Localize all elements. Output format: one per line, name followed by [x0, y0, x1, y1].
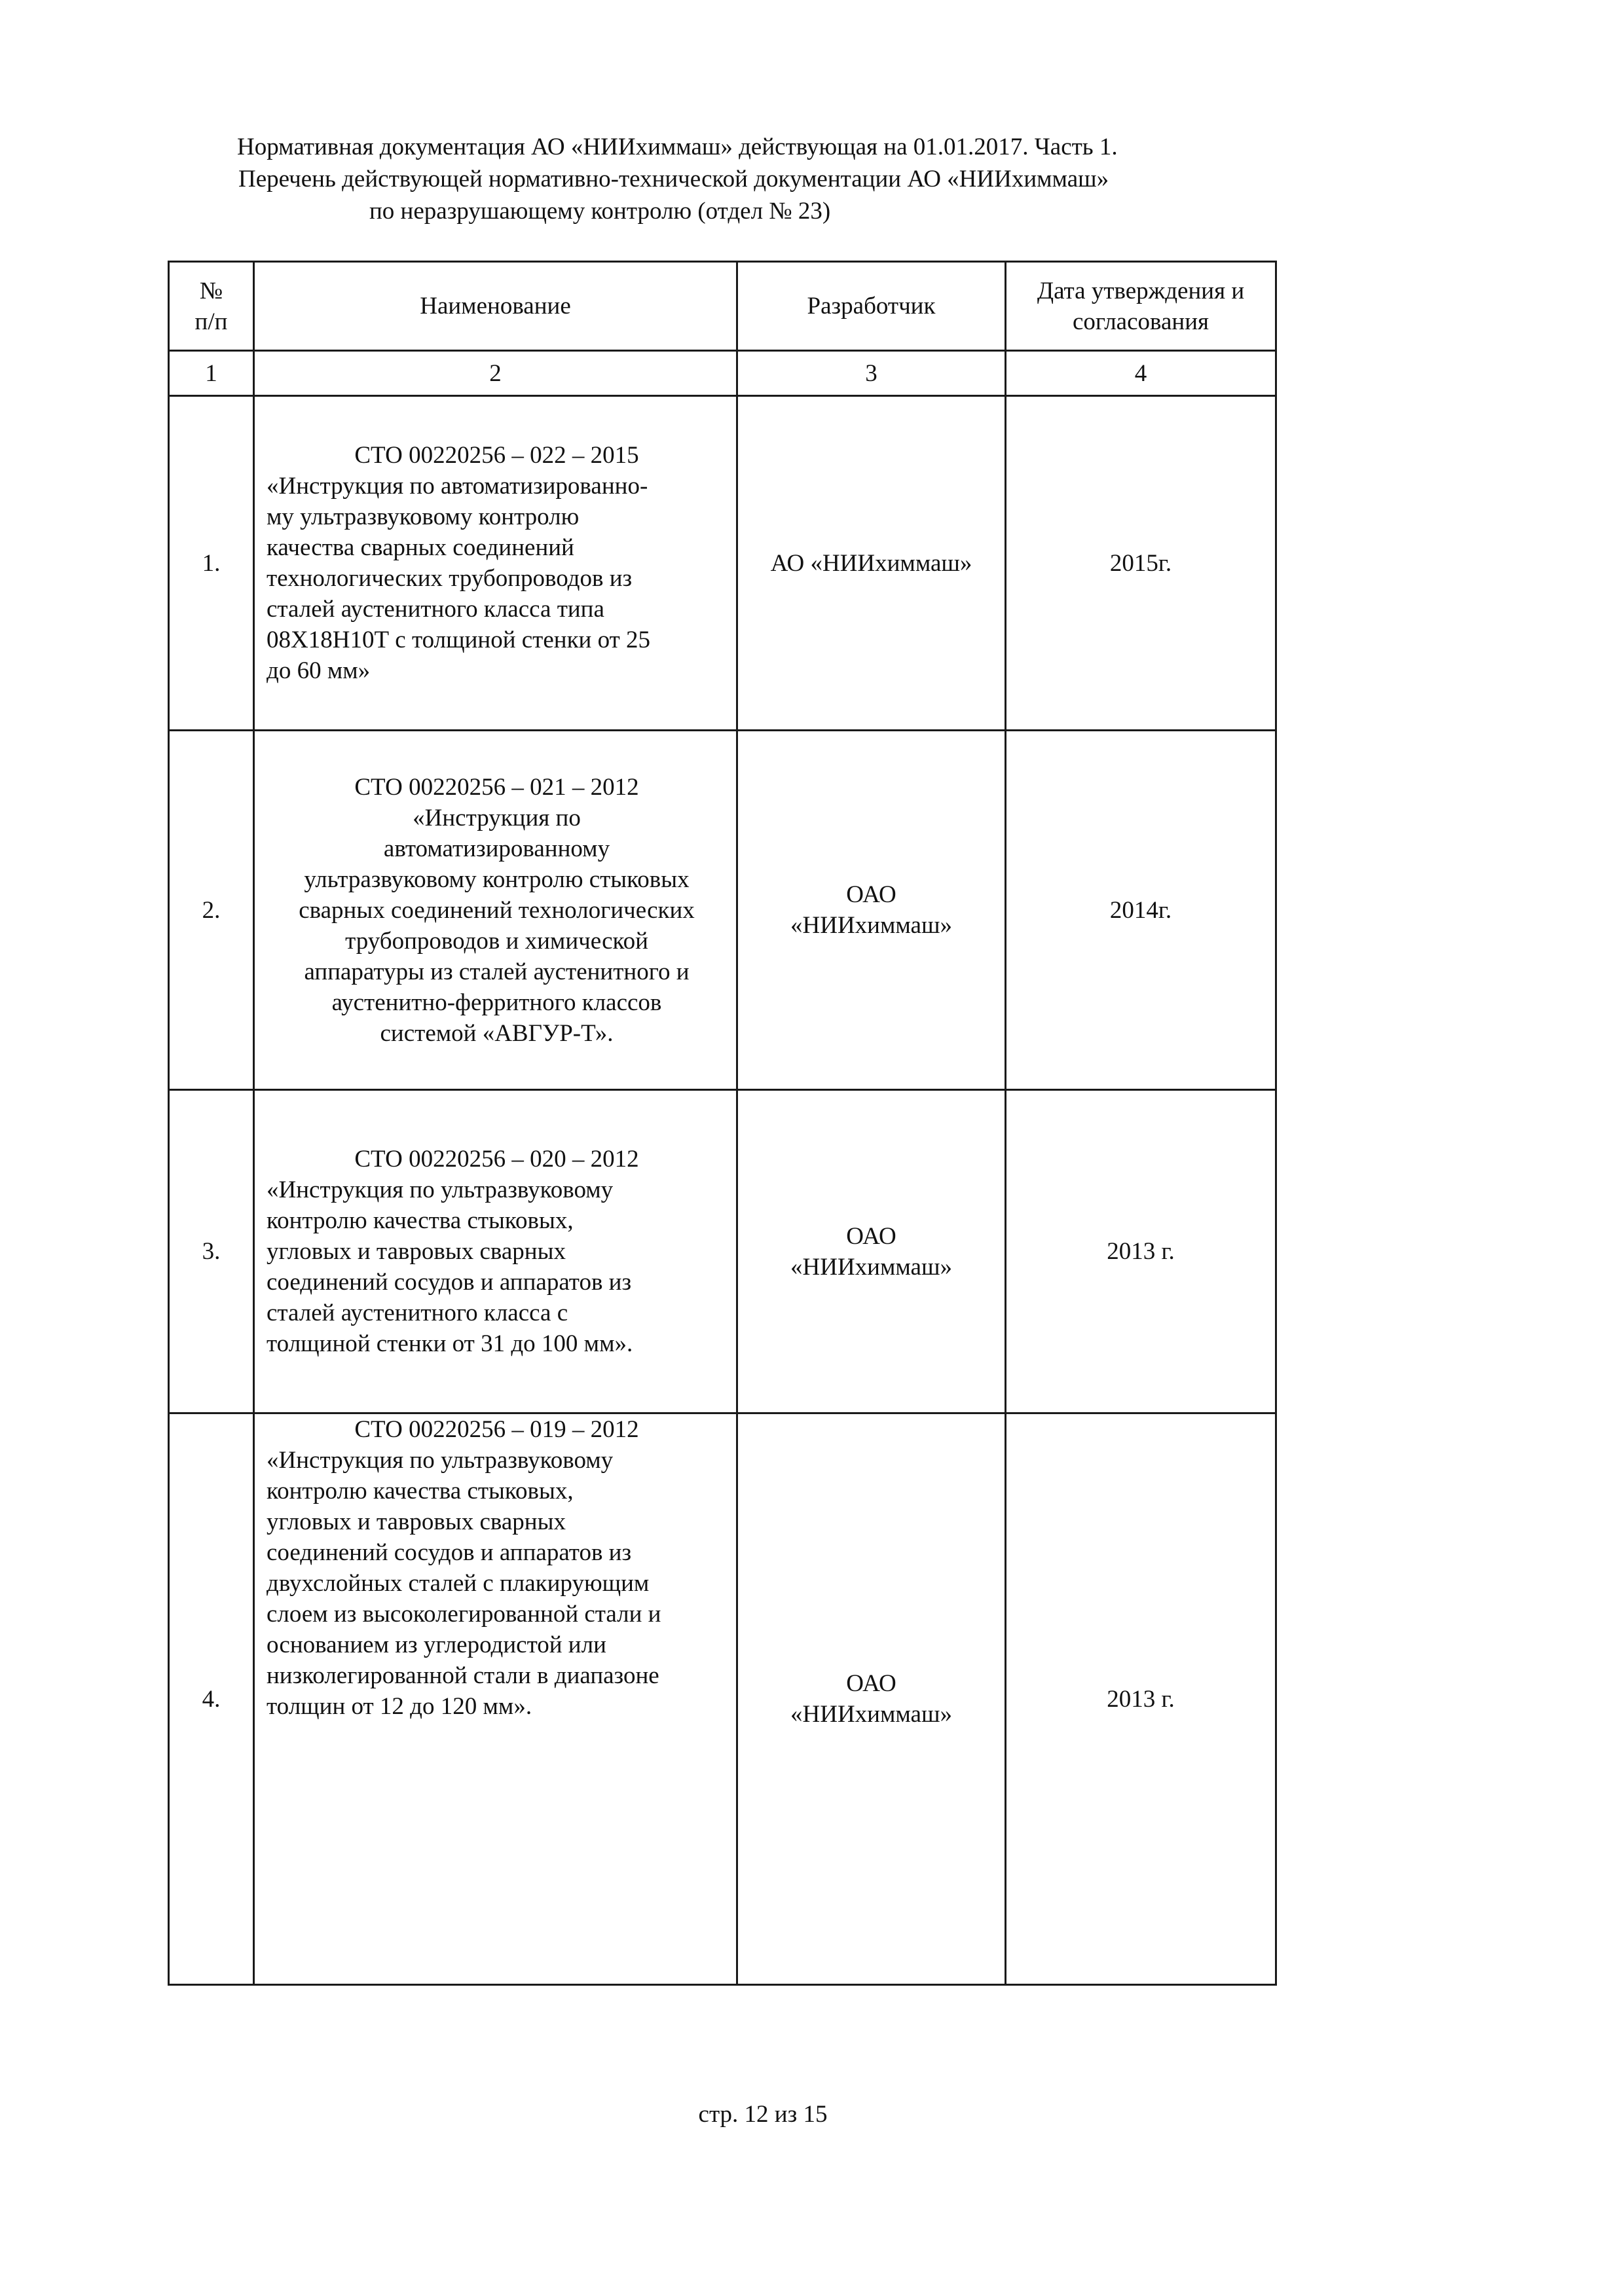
document-code: СТО 00220256 – 019 – 2012	[354, 1416, 639, 1443]
table-row	[169, 1413, 1276, 1985]
column-number: 3	[737, 351, 1006, 396]
table-header-row	[169, 262, 1276, 351]
document-code: СТО 00220256 – 022 – 2015	[354, 442, 639, 469]
header-line-1: Нормативная документация АО «НИИхиммаш» действующая на 01.01.2017. Часть 1.	[237, 134, 1118, 160]
developer-cell	[737, 1090, 1006, 1413]
row-number: 3.	[169, 1090, 254, 1413]
documents-table	[168, 261, 1277, 1986]
col-header-name: Наименование	[254, 262, 737, 351]
col-header-developer: Разработчик	[737, 262, 1006, 351]
document-title: «Инструкция по ультразвуковому контролю качества стыковых, угловых и тавровых сварных соединений сосудов и аппаратов из сталей аустенитного класса с толщиной стенки от 31 до 100 мм».	[267, 1176, 633, 1357]
developer-name: ОАО «НИИхиммаш»	[790, 1222, 952, 1281]
table-row	[169, 731, 1276, 1090]
row-number: 2.	[169, 731, 254, 1090]
document-title: «Инструкция по автоматизированному ультразвуковому контролю стыковых сварных соединений технологических трубопроводов и химической аппаратуры из сталей аустенитного и аустенитно-ферритного классов системой «АВГУР-Т».	[299, 804, 695, 1047]
table-row	[169, 1090, 1276, 1413]
col-header-date: Дата утверждения и согласования	[1006, 262, 1276, 351]
header-line-2: Перечень действующей нормативно-технической документации АО «НИИхиммаш»	[238, 166, 1109, 192]
approval-date: 2013 г.	[1006, 1413, 1276, 1985]
table-row	[169, 396, 1276, 731]
document-header	[164, 131, 1316, 227]
approval-date: 2015г.	[1006, 396, 1276, 731]
page-number: стр. 12 из 15	[698, 2101, 828, 2128]
developer-cell	[737, 731, 1006, 1090]
approval-date: 2013 г.	[1006, 1090, 1276, 1413]
column-number: 2	[254, 351, 737, 396]
document-code: СТО 00220256 – 020 – 2012	[354, 1146, 639, 1173]
document-title: «Инструкция по ультразвуковому контролю качества стыковых, угловых и тавровых сварных соединений сосудов и аппаратов из двухслойных сталей с плакирующим слоем из высоколегированной стали и основанием из углеродистой или низколегированной стали в диапазоне толщин от 12 до 120 мм».	[267, 1447, 661, 1720]
document-code: СТО 00220256 – 021 – 2012	[354, 773, 639, 801]
developer-name: АО «НИИхиммаш»	[770, 549, 972, 577]
developer-name: ОАО «НИИхиммаш»	[790, 881, 952, 939]
column-numbers-row	[169, 351, 1276, 396]
column-number: 4	[1006, 351, 1276, 396]
developer-name: ОАО «НИИхиммаш»	[790, 1670, 952, 1728]
row-number: 4.	[169, 1413, 254, 1985]
document-name-cell	[254, 396, 737, 731]
col-header-num: № п/п	[169, 262, 254, 351]
document-name-cell	[254, 731, 737, 1090]
document-name-cell	[254, 1090, 737, 1413]
developer-cell	[737, 396, 1006, 731]
header-line-3: по неразрушающему контролю (отдел № 23)	[369, 198, 831, 225]
document-name-cell	[254, 1413, 737, 1985]
approval-date: 2014г.	[1006, 731, 1276, 1090]
row-number: 1.	[169, 396, 254, 731]
column-number: 1	[169, 351, 254, 396]
developer-cell	[737, 1413, 1006, 1985]
document-title: «Инструкция по автоматизированно- му ультразвуковому контролю качества сварных соединений технологических трубопроводов из сталей аустенитного класса типа 08Х18Н10Т с толщиной стенки от 25 до 60 мм»	[267, 473, 651, 684]
